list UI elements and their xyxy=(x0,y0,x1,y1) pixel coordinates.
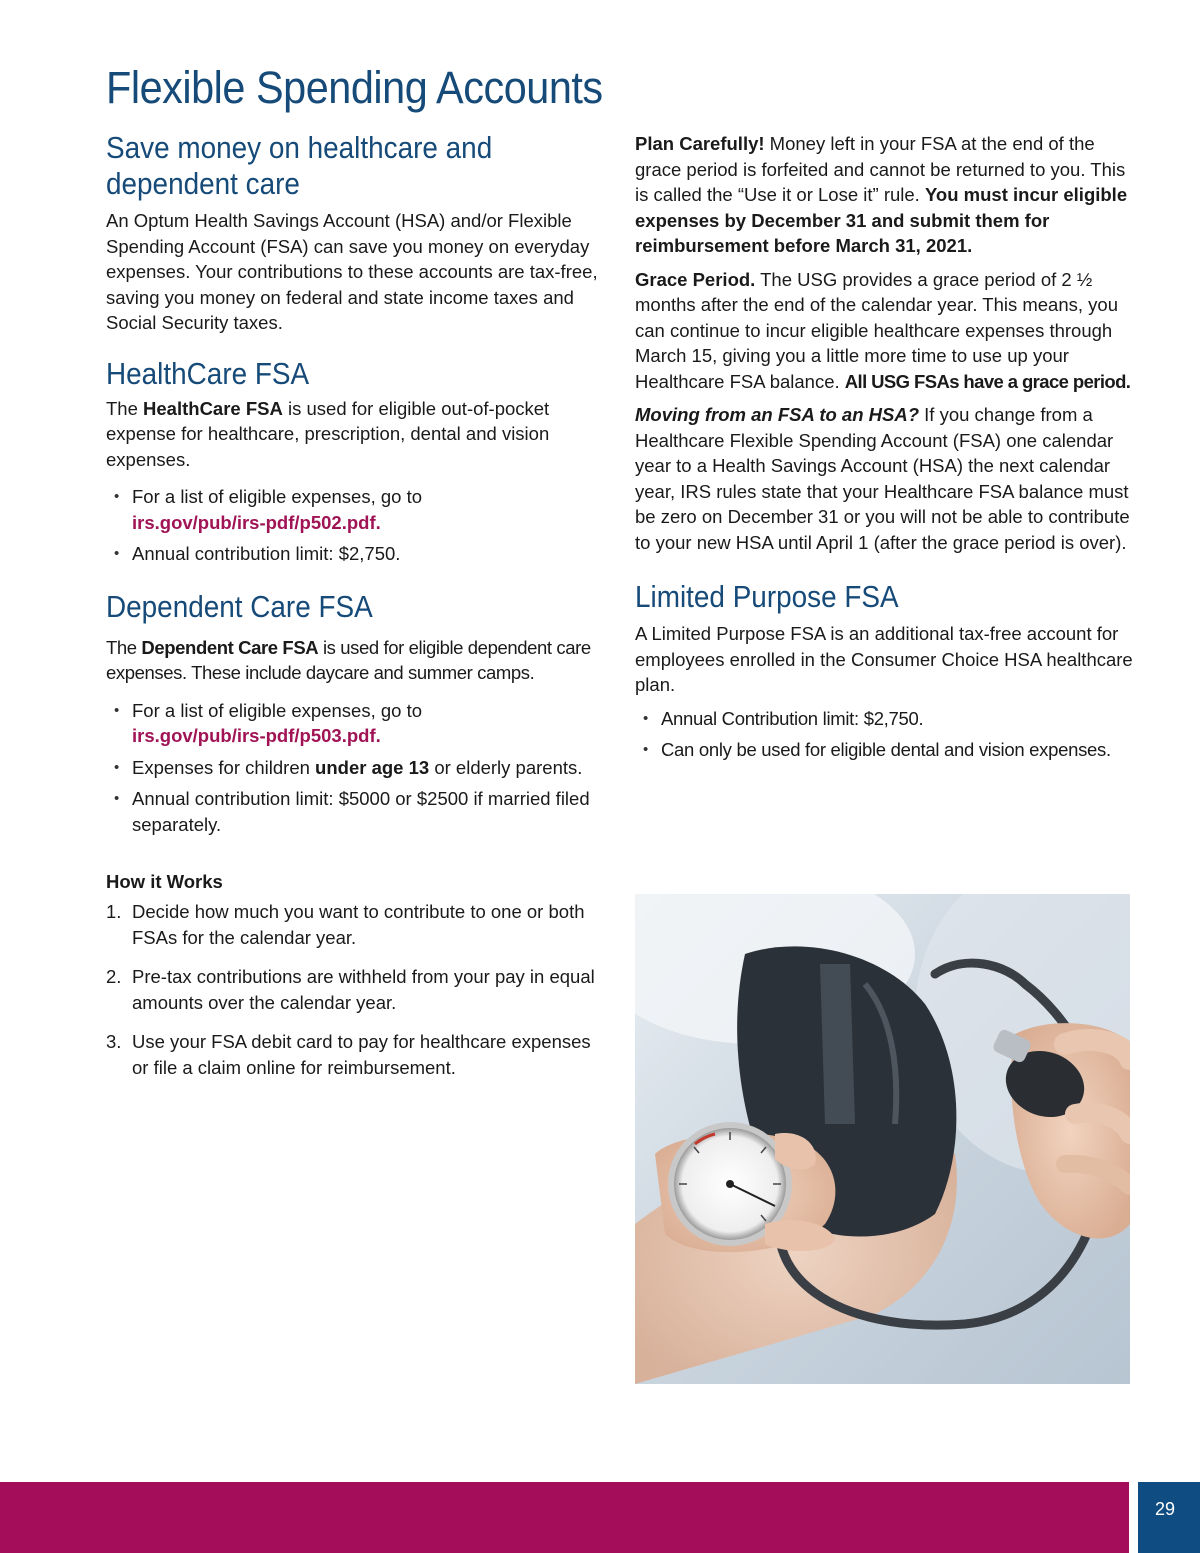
grace-period-paragraph: Grace Period. The USG provides a grace period of 2 ½ months after the end of the calendar year. This means, you can continue to incur eligible healthcare expenses through March 15, giving you a little more time to use up your Healthcare FSA balance. All USG FSAs have a grace period. xyxy=(635,268,1131,392)
left-column xyxy=(106,130,606,1094)
dependent-care-fsa-heading: Dependent Care FSA xyxy=(106,588,373,624)
limited-purpose-fsa-bullets xyxy=(643,706,1135,763)
healthcare-fsa-bold: HealthCare FSA xyxy=(143,397,283,419)
how-it-works-steps xyxy=(106,899,606,1080)
list-item: • Annual contribution limit: $5000 or $2500 if married filed separately. xyxy=(114,786,606,837)
dependent-care-fsa-bullets xyxy=(114,698,606,838)
list-item: • Annual Contribution limit: $2,750. xyxy=(643,706,1135,732)
page-title: Flexible Spending Accounts xyxy=(106,62,603,113)
page-number-box xyxy=(1138,1482,1200,1553)
step-item: 1. Decide how much you want to contribute to one or both FSAs for the calendar year. xyxy=(106,901,585,948)
blood-pressure-photo xyxy=(635,894,1130,1384)
grace-period-lead: Grace Period. xyxy=(635,268,756,290)
page-number: 29 xyxy=(1154,1499,1176,1519)
healthcare-fsa-heading: HealthCare FSA xyxy=(106,355,310,391)
list-item: • For a list of eligible expenses, go to irs.gov/pub/irs-pdf/p502.pdf. xyxy=(114,484,606,535)
intro-heading-line2: dependent care xyxy=(106,166,300,201)
dependent-care-fsa-body: The Dependent Care FSA is used for eligible dependent care expenses. These include daycare and summer camps. xyxy=(106,636,591,683)
list-item: • Can only be used for eligible dental and vision expenses. xyxy=(643,737,1135,763)
moving-lead: Moving from an FSA to an HSA? xyxy=(635,404,920,425)
healthcare-fsa-body: The HealthCare FSA is used for eligible out-of-pocket expense for healthcare, prescription, dental and vision expenses. xyxy=(106,397,550,470)
plan-carefully-paragraph: Plan Carefully! Money left in your FSA at the end of the grace period is forfeited and cannot be returned to you. This is called the “Use it or Lose it” rule. You must incur eligible expenses by December 31 and submit them for reimbursement before March 31, 2021. xyxy=(635,133,1128,256)
list-item: • For a list of eligible expenses, go to irs.gov/pub/irs-pdf/p503.pdf. xyxy=(114,698,606,749)
how-it-works-heading: How it Works xyxy=(106,871,223,892)
intro-heading xyxy=(106,130,556,202)
blood-pressure-illustration xyxy=(635,894,1130,1384)
irs-p502-link[interactable]: irs.gov/pub/irs-pdf/p502.pdf. xyxy=(132,511,381,533)
step-item: 3. Use your FSA debit card to pay for healthcare expenses or file a claim online for reimbursement. xyxy=(106,1031,591,1078)
limited-purpose-fsa-heading: Limited Purpose FSA xyxy=(635,579,899,614)
list-item: • Expenses for children under age 13 or elderly parents. xyxy=(114,755,606,781)
healthcare-fsa-bullets xyxy=(114,484,606,567)
plan-carefully-lead: Plan Carefully! xyxy=(635,133,765,154)
limited-purpose-fsa-body: A Limited Purpose FSA is an additional tax-free account for employees enrolled in the Consumer Choice HSA healthcare plan. xyxy=(635,623,1133,695)
moving-fsa-hsa-paragraph: Moving from an FSA to an HSA? If you change from a Healthcare Flexible Spending Account (FSA) one calendar year to a Health Savings Account (HSA) the next calendar year, IRS rules state that your Healthcare FSA balance must be zero on December 31 or you will not be able to contribute to your new HSA until April 1 (after the grace period is over). xyxy=(635,404,1130,553)
list-item: • Annual contribution limit: $2,750. xyxy=(114,541,606,567)
irs-p503-link[interactable]: irs.gov/pub/irs-pdf/p503.pdf. xyxy=(132,725,381,746)
intro-body: An Optum Health Savings Account (HSA) and/or Flexible Spending Account (FSA) can save you money on everyday expenses. Your contributions to these accounts are tax-free, saving you money on federal and state income taxes and Social Security taxes. xyxy=(106,210,598,333)
intro-heading-line1: Save money on healthcare and xyxy=(106,130,493,165)
dependent-care-fsa-bold: Dependent Care FSA xyxy=(141,636,319,658)
footer-bar xyxy=(0,1482,1129,1553)
step-item: 2. Pre-tax contributions are withheld from your pay in equal amounts over the calendar year. xyxy=(106,966,595,1013)
right-column xyxy=(635,131,1135,763)
